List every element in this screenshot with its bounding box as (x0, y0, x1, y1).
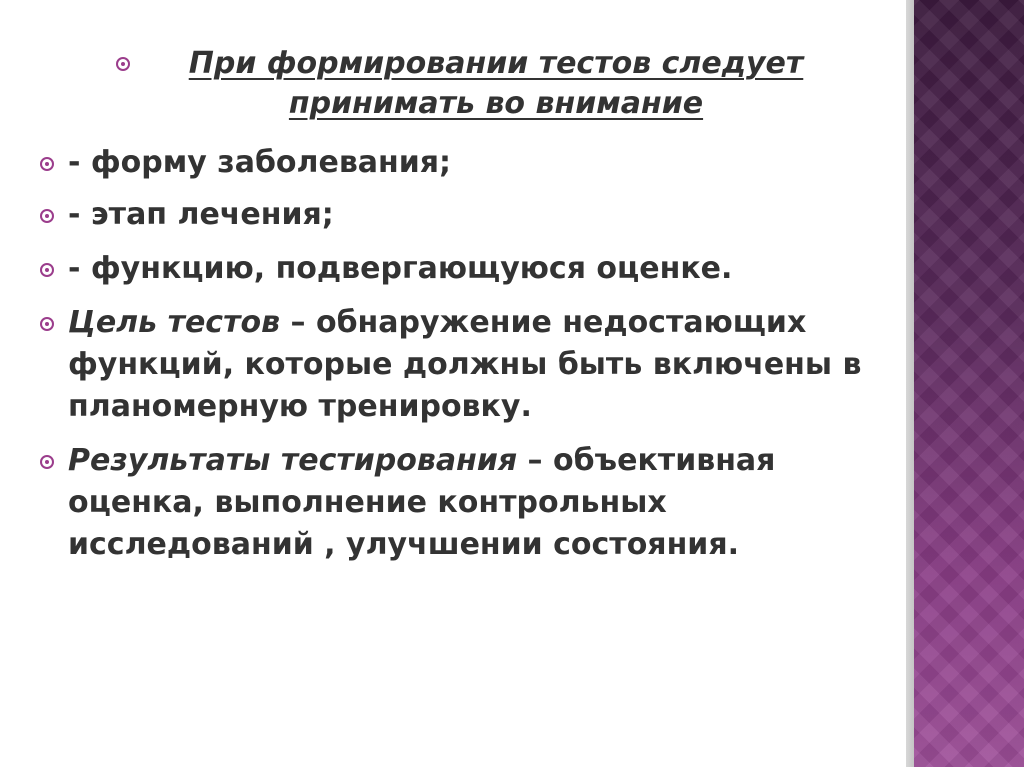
list-item-lead: Цель тестов (68, 305, 281, 340)
list-item-text (68, 440, 900, 566)
list-item-body: – обнаружение недостающих функций, которые должны быть включены в планомерную тренировку. (68, 305, 862, 424)
list-item-body: - этап лечения; (68, 197, 334, 232)
circle-dot-bullet-icon (40, 317, 54, 331)
list-item (40, 440, 900, 566)
list-item (40, 142, 900, 184)
list-item-text (68, 302, 900, 428)
list-item (40, 194, 900, 236)
circle-dot-bullet-icon (40, 263, 54, 277)
circle-dot-bullet-icon (40, 455, 54, 469)
list-item-text (68, 194, 900, 236)
list-item-body: - функцию, подвергающуюся оценке. (68, 251, 733, 286)
list-item-lead: Результаты тестирования (68, 443, 518, 478)
heading-text: При формировании тестов следует принимать во внимание (188, 46, 804, 121)
list-item (40, 302, 900, 428)
list-item-text (68, 142, 900, 184)
slide-side-band (914, 0, 1024, 767)
list-item-body: - форму заболевания; (68, 145, 452, 180)
circle-dot-bullet-icon (116, 57, 130, 71)
list-item-text (68, 248, 900, 290)
list-item-body: – объективная оценка, выполнение контрольных исследований , улучшении состояния. (68, 443, 776, 562)
slide-side-edge (906, 0, 914, 767)
slide-heading (116, 44, 876, 124)
list-item (40, 248, 900, 290)
circle-dot-bullet-icon (40, 157, 54, 171)
circle-dot-bullet-icon (40, 209, 54, 223)
